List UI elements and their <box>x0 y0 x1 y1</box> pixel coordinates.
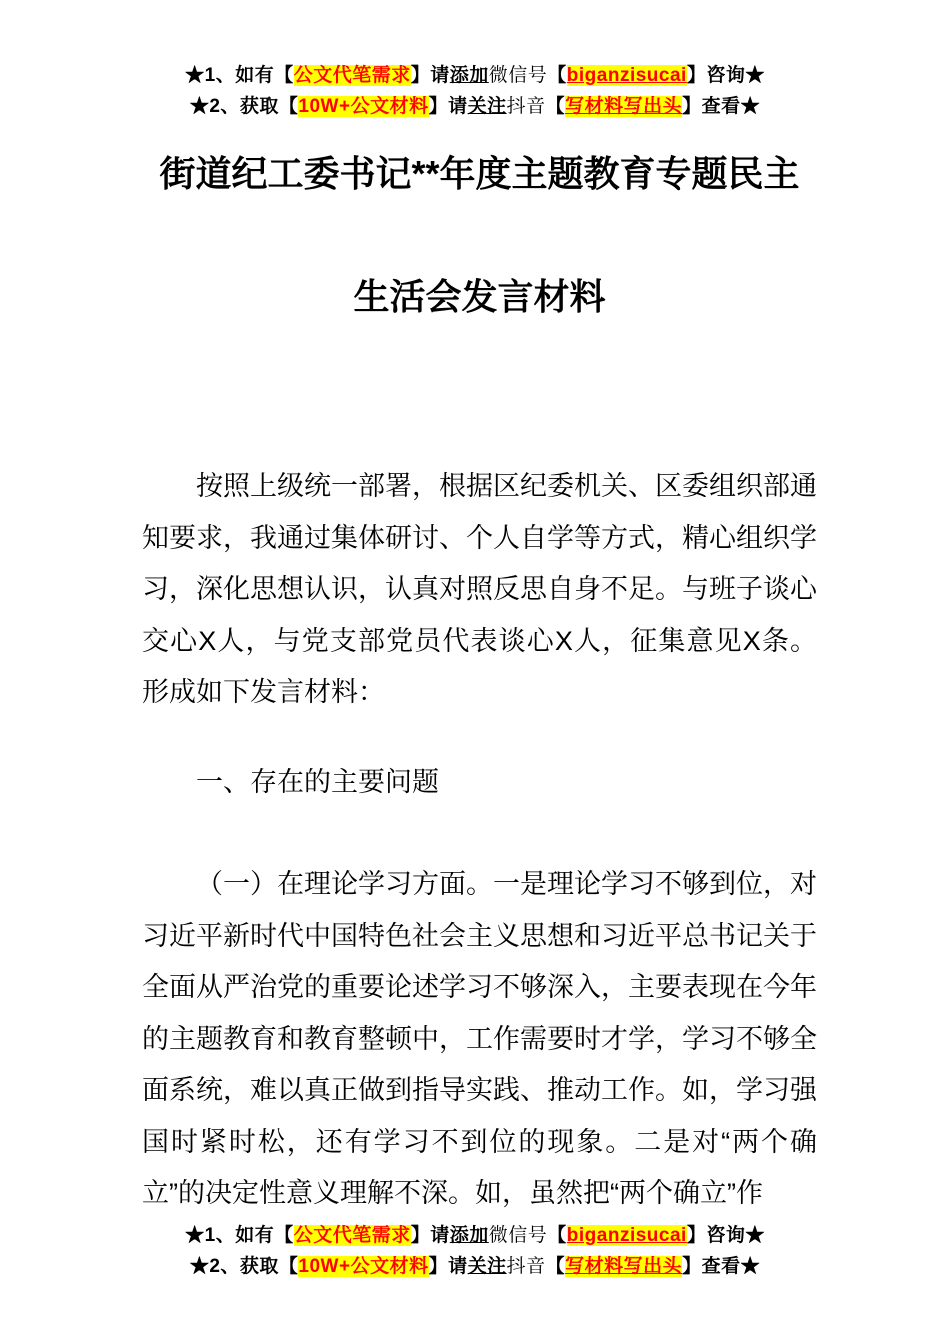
promo-highlighted-text: biganzisucai <box>566 1224 687 1246</box>
promo-highlighted-text: biganzisucai <box>566 65 687 86</box>
doc-title-line-2: 生活会发言材料 <box>353 276 606 317</box>
promo-highlighted-text: 公文代笔需求 <box>293 65 411 86</box>
promo-text: ★1、如有【 <box>185 1224 294 1246</box>
promo-text: 抖音 <box>506 1255 546 1277</box>
document-body <box>142 461 817 1220</box>
doc-title-line-1: 街道纪工委书记**年度主题教育专题民主 <box>159 153 800 194</box>
promo-text: 微信号 <box>488 65 548 86</box>
promo-line <box>0 91 950 122</box>
promo-text: 】请 <box>428 1255 468 1277</box>
promo-text: 【 <box>547 1224 567 1246</box>
body-paragraph: 按照上级统一部署，根据区纪委机关、区委组织部通知要求，我通过集体研讨、个人自学等方式，精心组织学习，深化思想认识，认真对照反思自身不足。与班子谈心交心X人，与党支部党员代表谈心X人，征集意见X条。形成如下发言材料： <box>142 471 817 707</box>
section-heading: 一、存在的主要问题 <box>196 766 439 797</box>
promo-line <box>0 60 950 91</box>
promo-text: 】查看★ <box>682 1255 761 1277</box>
promo-highlighted-text: 写材料写出头 <box>565 96 683 117</box>
body-paragraph: （一）在理论学习方面。一是理论学习不够到位，对习近平新时代中国特色社会主义思想和习近平总书记关于全面从严治党的重要论述学习不够深入，主要表现在今年的主题教育和教育整顿中，工作需要时才学，学习不够全面系统，难以真正做到指导实践、推动工作。如，学习强国时紧时松，还有学习不到位的现象。二是对“两个确立”的决定性意义理解不深。如，虽然把“两个确立”作 <box>142 869 817 1208</box>
promo-line <box>0 1251 950 1282</box>
promo-text: ★2、获取【 <box>189 96 299 117</box>
promo-text: 【 <box>545 96 566 117</box>
promo-header <box>0 0 950 122</box>
promo-footer <box>0 1220 950 1282</box>
promo-text: 】咨询★ <box>686 65 765 86</box>
promo-text: 关注 <box>467 96 507 117</box>
promo-text: 微信号 <box>488 1224 548 1246</box>
promo-text: 】请 <box>410 65 450 86</box>
promo-text: 添加 <box>449 65 489 86</box>
promo-text: 】咨询★ <box>686 1224 765 1246</box>
promo-text: 】请 <box>410 1224 450 1246</box>
promo-text: 【 <box>545 1255 566 1277</box>
promo-text: ★1、如有【 <box>185 65 294 86</box>
promo-text: 】查看★ <box>682 96 761 117</box>
promo-line <box>0 1220 950 1251</box>
promo-text: 关注 <box>467 1255 507 1277</box>
promo-text: 添加 <box>449 1224 489 1246</box>
promo-highlighted-text: 10W+公文材料 <box>298 1255 429 1277</box>
promo-text: 【 <box>547 65 567 86</box>
promo-text: 抖音 <box>506 96 546 117</box>
promo-text: ★2、获取【 <box>189 1255 299 1277</box>
promo-highlighted-text: 10W+公文材料 <box>298 96 429 117</box>
promo-text: 】请 <box>428 96 468 117</box>
promo-highlighted-text: 写材料写出头 <box>565 1255 683 1277</box>
promo-highlighted-text: 公文代笔需求 <box>293 1224 411 1246</box>
